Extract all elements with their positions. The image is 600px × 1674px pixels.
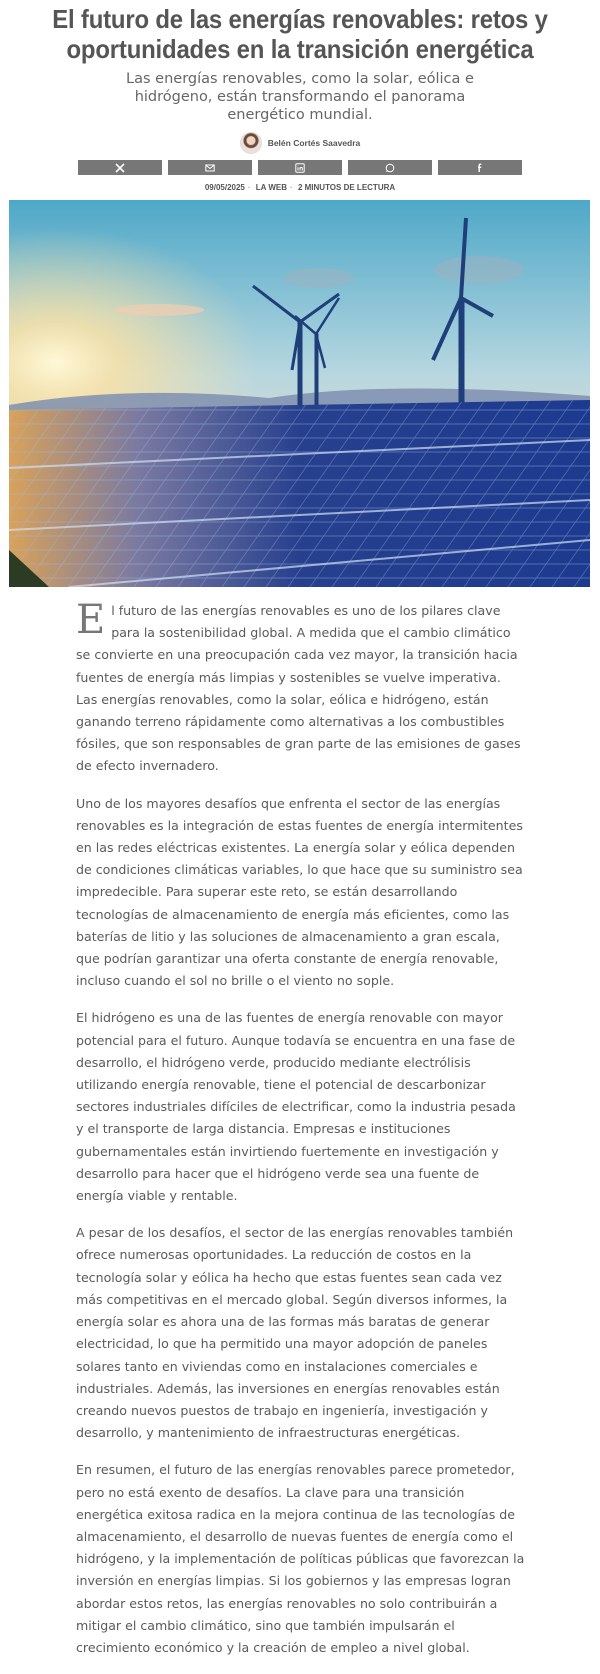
paragraph-3: El hidrógeno es una de las fuentes de energía renovable con mayor potencial para el futuro. Aunque todavía se encuentra en una fase de desarrollo, el hidrógeno verde, producido mediante electrólisis utilizando energía renovable, tiene el potencial de descarbonizar sectores industriales difíciles de electrificar, como la industria pesada y el transporte de larga distancia. Empresas e instituciones gubernamentales están invirtiendo fuertemente en investigación y desarrollo para hacer que el hidrógeno verde sea una fuente de energía viable y rentable. — [76, 1010, 516, 1204]
drop-cap: E — [76, 597, 106, 643]
x-icon — [115, 163, 125, 173]
email-icon — [205, 163, 215, 173]
author-avatar[interactable] — [240, 132, 262, 154]
article-header — [0, 0, 600, 192]
share-whatsapp-button[interactable] — [348, 160, 432, 175]
facebook-icon — [475, 163, 485, 173]
read-time: 2 MINUTOS DE LECTURA — [297, 183, 396, 192]
hero-image — [9, 200, 590, 587]
paragraph-4: A pesar de los desafíos, el sector de las energías renovables también ofrece numerosas oportunidades. La reducción de costos en la tecnología solar y eólica ha hecho que estas fuentes sean cada vez más competitivas en el mercado global. Según diversos informes, la energía solar es ahora una de las formas más baratas de generar electricidad, lo que ha permitido una mayor adopción de paneles solares tanto en viviendas como en instalaciones comerciales e industriales. Además, las inversiones en energías renovables están creando nuevos puestos de trabajo en ingeniería, investigación y desarrollo, y mantenimiento de infraestructuras energéticas. — [76, 1225, 514, 1441]
whatsapp-icon — [385, 163, 395, 173]
paragraph-2: Uno de los mayores desafíos que enfrenta el sector de las energías renovables es la integración de estas fuentes de energía intermitentes en las redes eléctricas existentes. La energía solar y eólica dependen de condiciones climáticas variables, lo que hace que su suministro sea impredecible. Para superar este reto, se están desarrollando tecnologías de almacenamiento de energía más eficientes, como las baterías de litio y las soluciones de almacenamiento a gran escala, que podrían garantizar una oferta constante de energía renovable, incluso cuando el sol no brille o el viento no sople. — [76, 795, 523, 989]
article-meta: 09/05/2025 · LA WEB · 2 MINUTOS DE LECTURA — [204, 183, 396, 192]
publish-date: 09/05/2025 — [204, 183, 245, 192]
section-link[interactable]: LA WEB — [255, 183, 288, 192]
author-name[interactable]: Belén Cortés Saavedra — [267, 138, 361, 148]
paragraph-5: En resumen, el futuro de las energías renovables parece prometedor, pero no está exento de desafíos. La clave para una transición energética exitosa radica en la mejora continua de las tecnologías de almacenamiento, el desarrollo de nuevas fuentes de energía como el hidrógeno, y la implementación de políticas públicas que favorezcan la inversión en energías limpias. Si los gobiernos y las empresas logran abordar estos retos, las energías renovables no solo contribuirán a mitigar el cambio climático, sino que también impulsarán el crecimiento económico y la creación de empleo a nivel global. — [76, 1462, 525, 1655]
share-facebook-button[interactable] — [438, 160, 522, 175]
article-subtitle: Las energías renovables, como la solar, eólica e hidrógeno, están transformando el panorama energético mundial. — [126, 71, 474, 123]
share-bar — [0, 160, 600, 175]
share-linkedin-button[interactable] — [258, 160, 342, 175]
share-email-button[interactable] — [168, 160, 252, 175]
article-body — [76, 597, 526, 1674]
article-title: El futuro de las energías renovables: retos y oportunidades en la transición energética — [52, 4, 548, 64]
share-x-button[interactable] — [78, 160, 162, 175]
linkedin-icon — [295, 163, 305, 173]
paragraph-1: El futuro de las energías renovables es uno de los pilares clave para la sostenibilidad global. A medida que el cambio climático se convierte en una preocupación cada vez mayor, la transición hacia fuentes de energía más limpias y sostenibles se vuelve imperativa. Las energías renovables, como la solar, eólica e hidrógeno, están ganando terreno rápidamente como alternativas a los combustibles fósiles, que son responsables de gran parte de las emisiones de gases de efecto invernadero. — [76, 597, 521, 774]
author-byline — [0, 132, 600, 154]
